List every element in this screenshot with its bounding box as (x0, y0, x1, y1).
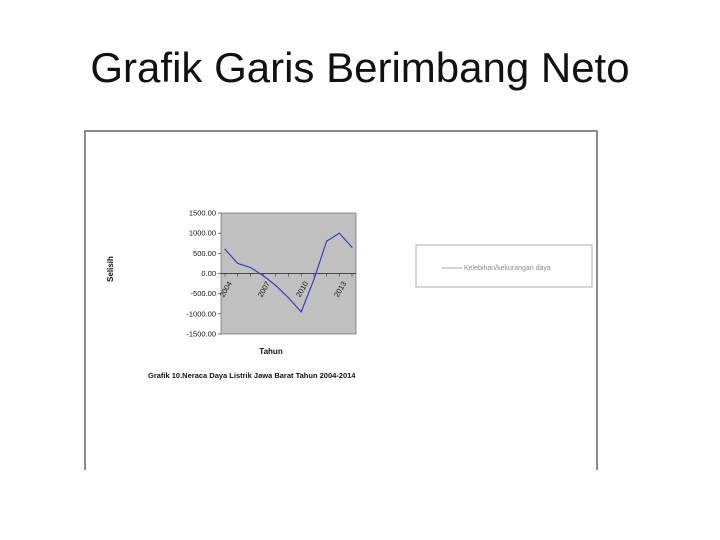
y-tick-label: -1500.00 (186, 329, 216, 339)
data-point (339, 233, 340, 234)
x-tick-label: 2007 (255, 279, 273, 299)
chart-caption: Grafik 10.Neraca Daya Listrik Jawa Barat Tahun 2004-2014 (148, 371, 356, 380)
data-point (326, 241, 327, 242)
data-point (263, 275, 264, 276)
y-tick-label: 1000.00 (188, 228, 216, 238)
slide-title: Grafik Garis Berimbang Neto (90, 44, 630, 91)
data-point (351, 247, 352, 248)
data-point (250, 267, 251, 268)
x-tick-label: 2004 (217, 279, 234, 299)
y-tick-label: -500.00 (190, 289, 216, 299)
y-axis-ticks (186, 209, 221, 339)
x-tick-label: 2010 (293, 279, 311, 299)
y-axis-title: Selisih (106, 256, 115, 282)
data-point (288, 297, 289, 298)
x-axis-title: Tahun (259, 347, 283, 356)
x-tick-label: 2013 (332, 279, 349, 299)
data-point (313, 279, 314, 280)
legend-label: Kelebihan/kekurangan daya (464, 265, 551, 272)
data-point (275, 285, 276, 286)
line-chart (86, 132, 596, 470)
y-tick-label: 1500.00 (188, 208, 216, 218)
data-point (237, 263, 238, 264)
y-tick-label: 500.00 (193, 248, 216, 258)
chart-figure (84, 130, 598, 470)
data-point (224, 249, 225, 250)
data-point (301, 311, 302, 312)
y-tick-label: -1000.00 (186, 309, 216, 319)
y-tick-label: 0.00 (201, 269, 216, 278)
